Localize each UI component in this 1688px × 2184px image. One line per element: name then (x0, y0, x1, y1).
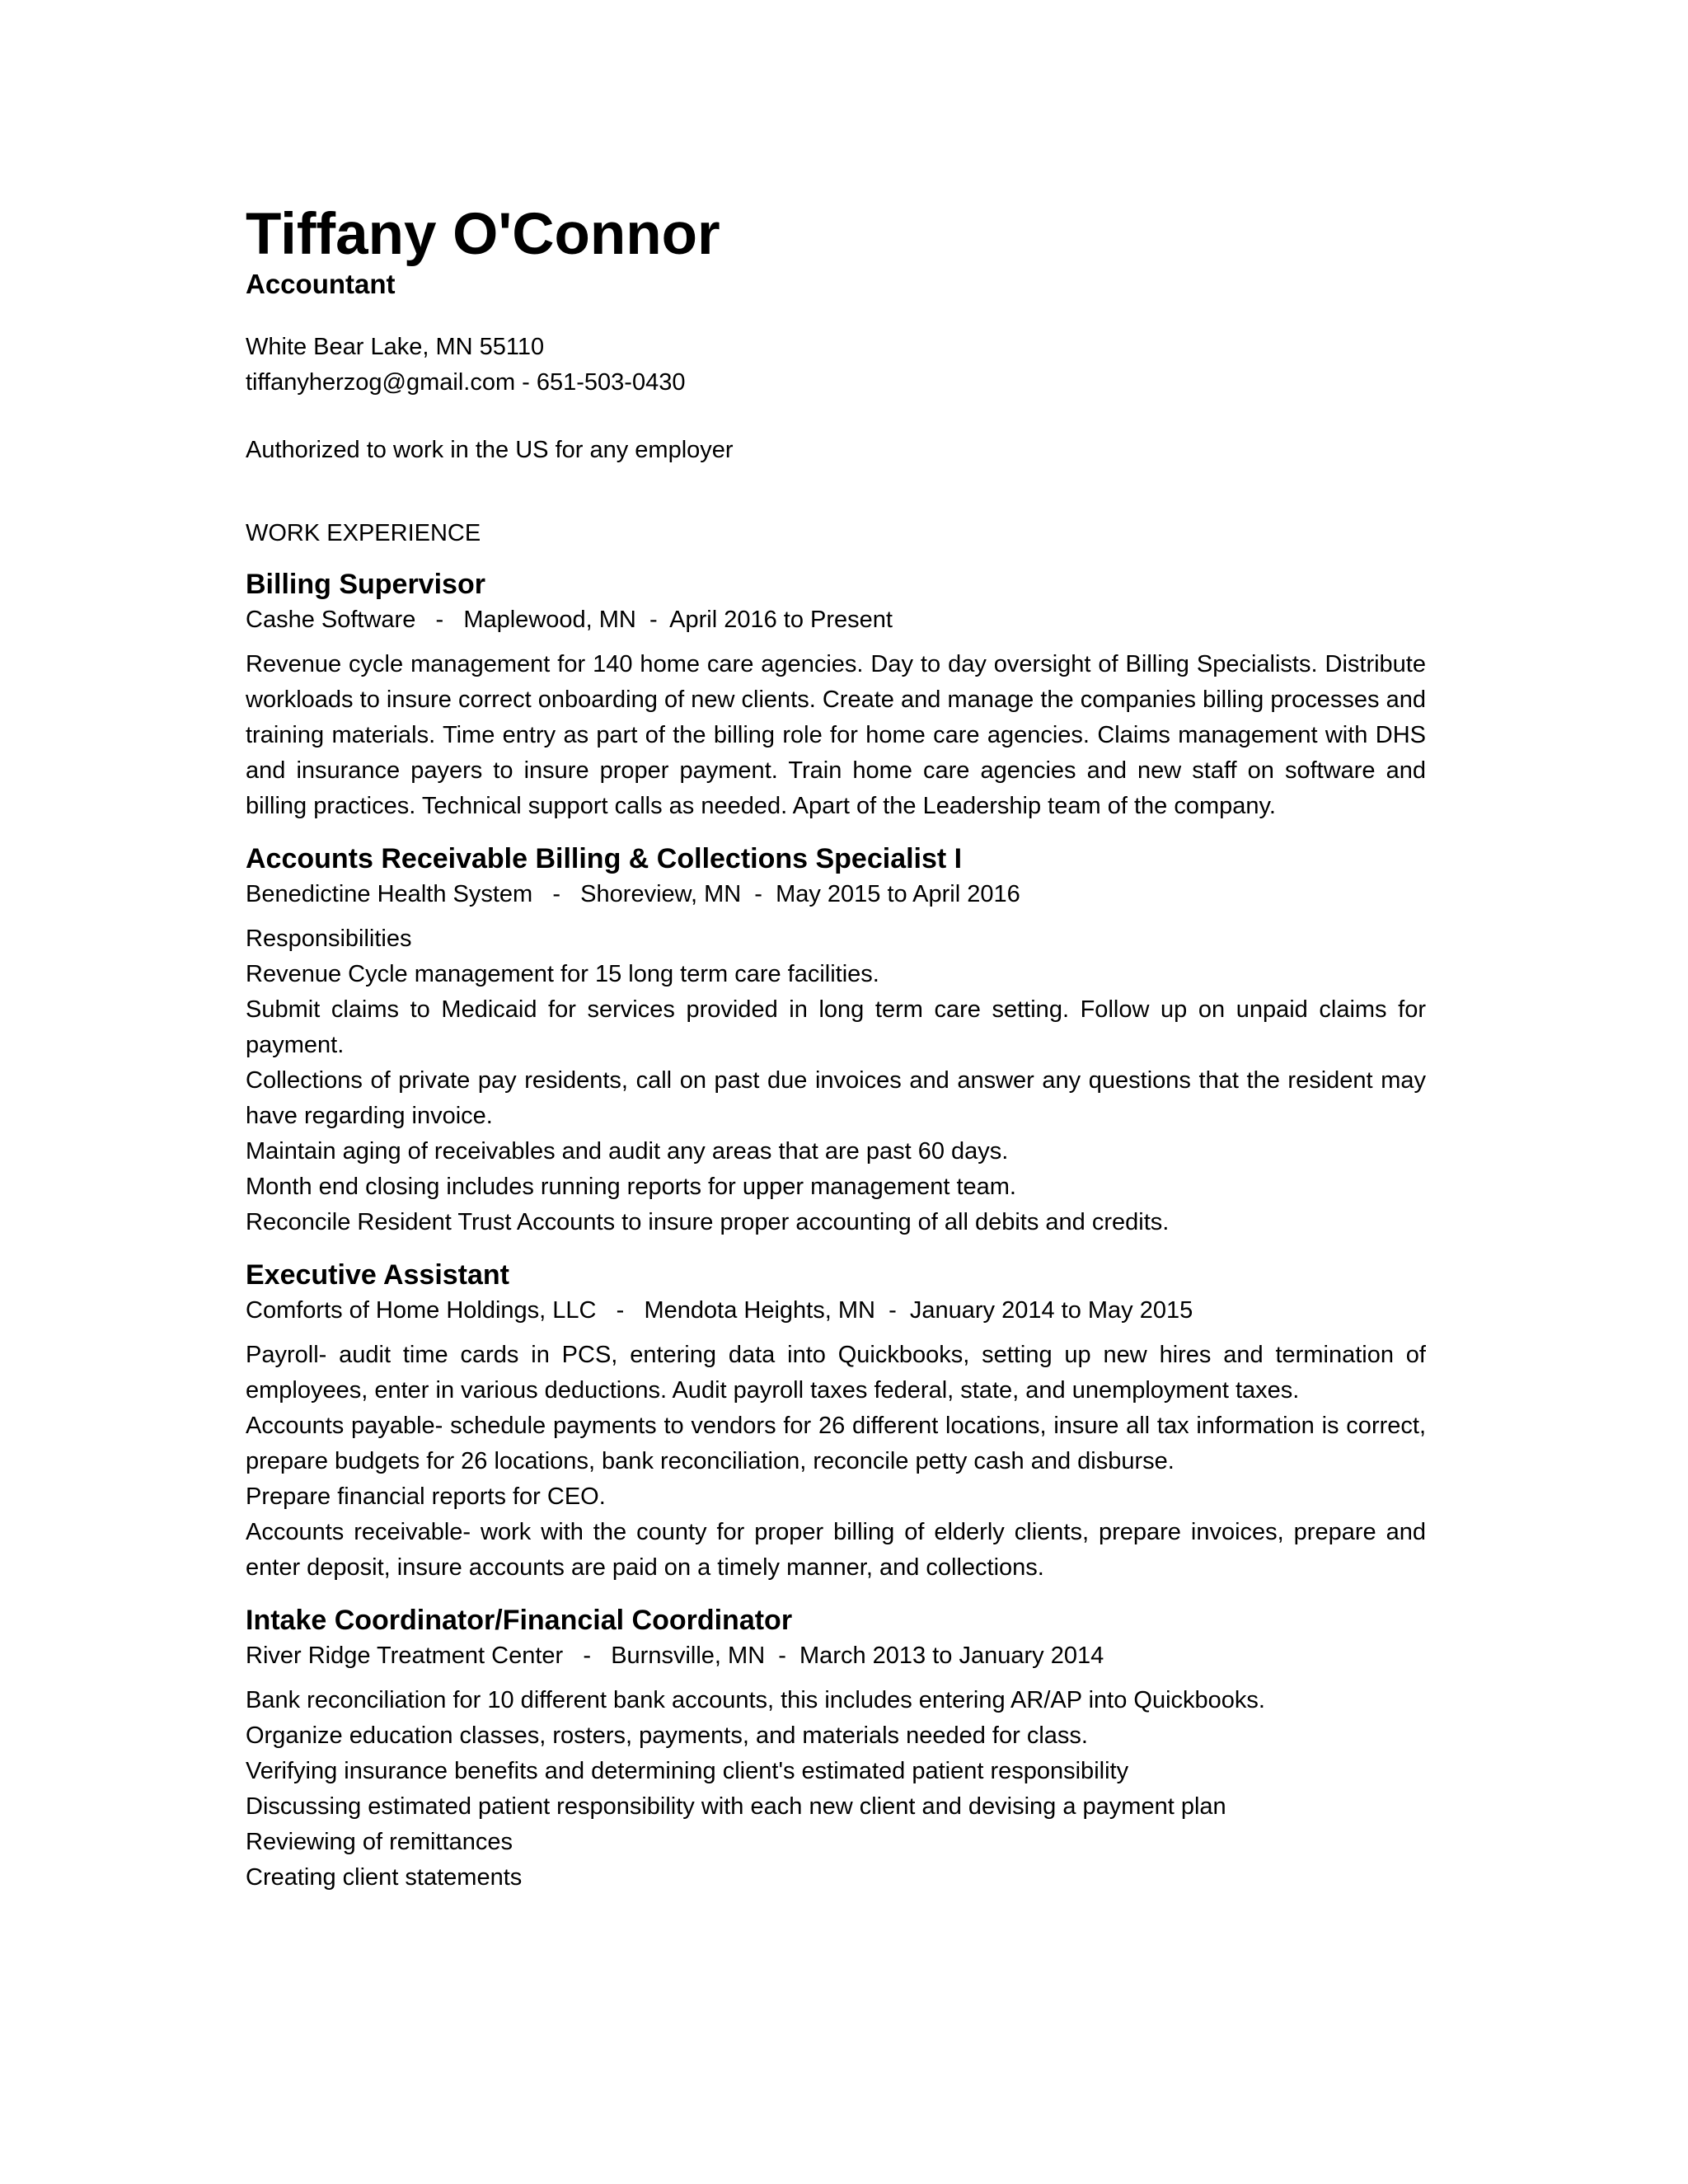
job-entry (246, 841, 1426, 1240)
job-line: Accounts receivable- work with the county for proper billing of elderly clients, prepare invoices, prepare and enter deposit, insure accounts are paid on a timely manner, and collections. (246, 1519, 1426, 1581)
job-meta: Cashe Software - Maplewood, MN - April 2016 to Present (246, 607, 893, 633)
job-description (246, 1683, 1426, 1896)
job-title: Intake Coordinator/Financial Coordinator (246, 1605, 793, 1636)
job-line: Submit claims to Medicaid for services provided in long term care setting. Follow up on unpaid claims for payment. (246, 996, 1426, 1058)
contact-email-phone: tiffanyherzog@gmail.com - 651-503-0430 (246, 369, 686, 396)
job-description (246, 921, 1426, 1240)
job-line: Creating client statements (246, 1864, 523, 1891)
job-description (246, 647, 1426, 824)
job-description (246, 1338, 1426, 1586)
job-line: Bank reconciliation for 10 different bank accounts, this includes entering AR/AP into Quickbooks. (246, 1687, 1265, 1713)
job-title: Executive Assistant (246, 1259, 509, 1291)
job-line: Responsibilities (246, 926, 412, 952)
job-meta: River Ridge Treatment Center - Burnsville, MN - March 2013 to January 2014 (246, 1643, 1104, 1669)
work-authorization: Authorized to work in the US for any employer (246, 437, 734, 463)
contact-block (246, 330, 1426, 401)
job-line: Reviewing of remittances (246, 1829, 513, 1855)
candidate-title: Accountant (246, 269, 396, 299)
job-line: Prepare financial reports for CEO. (246, 1483, 606, 1510)
job-entry (246, 1602, 1426, 1896)
job-line: Maintain aging of receivables and audit any areas that are past 60 days. (246, 1138, 1009, 1165)
job-entry (246, 566, 1426, 824)
contact-location: White Bear Lake, MN 55110 (246, 334, 545, 360)
job-title: Billing Supervisor (246, 569, 485, 600)
job-line: Organize education classes, rosters, payments, and materials needed for class. (246, 1722, 1088, 1749)
job-line: Accounts payable- schedule payments to vendors for 26 different locations, insure all tax information is correct, prepare budgets for 26 locations, bank reconciliation, reconcile petty cash and disburse. (246, 1413, 1426, 1474)
job-line: Collections of private pay residents, call on past due invoices and answer any questions that the resident may have regarding invoice. (246, 1067, 1426, 1129)
job-line: Month end closing includes running reports for upper management team. (246, 1174, 1016, 1200)
candidate-name: Tiffany O'Connor (246, 202, 720, 267)
section-heading-work-experience: WORK EXPERIENCE (246, 520, 481, 546)
job-title: Accounts Receivable Billing & Collections Specialist I (246, 843, 963, 874)
job-line: Revenue Cycle management for 15 long term care facilities. (246, 961, 879, 987)
job-line: Payroll- audit time cards in PCS, entering data into Quickbooks, setting up new hires and termination of employees, enter in various deductions. Audit payroll taxes federal, state, and unemployment taxes. (246, 1342, 1426, 1404)
job-line: Reconcile Resident Trust Accounts to insure proper accounting of all debits and credits. (246, 1209, 1170, 1235)
job-line: Revenue cycle management for 140 home care agencies. Day to day oversight of Billing Specialists. Distribute workloads to insure correct onboarding of new clients. Create and manage the companies billing processes and training materials. Time entry as part of the billing role for home care agencies. Claims management with DHS and insurance payers to insure proper payment. Train home care agencies and new staff on software and billing practices. Technical support calls as needed. Apart of the Leadership team of the company. (246, 651, 1426, 819)
job-meta: Comforts of Home Holdings, LLC - Mendota Heights, MN - January 2014 to May 2015 (246, 1297, 1193, 1324)
resume-page (246, 202, 1426, 1896)
job-entry (246, 1257, 1426, 1586)
job-meta: Benedictine Health System - Shoreview, MN - May 2015 to April 2016 (246, 881, 1020, 907)
job-line: Discussing estimated patient responsibility with each new client and devising a payment plan (246, 1793, 1226, 1820)
job-line: Verifying insurance benefits and determining client's estimated patient responsibility (246, 1758, 1129, 1784)
